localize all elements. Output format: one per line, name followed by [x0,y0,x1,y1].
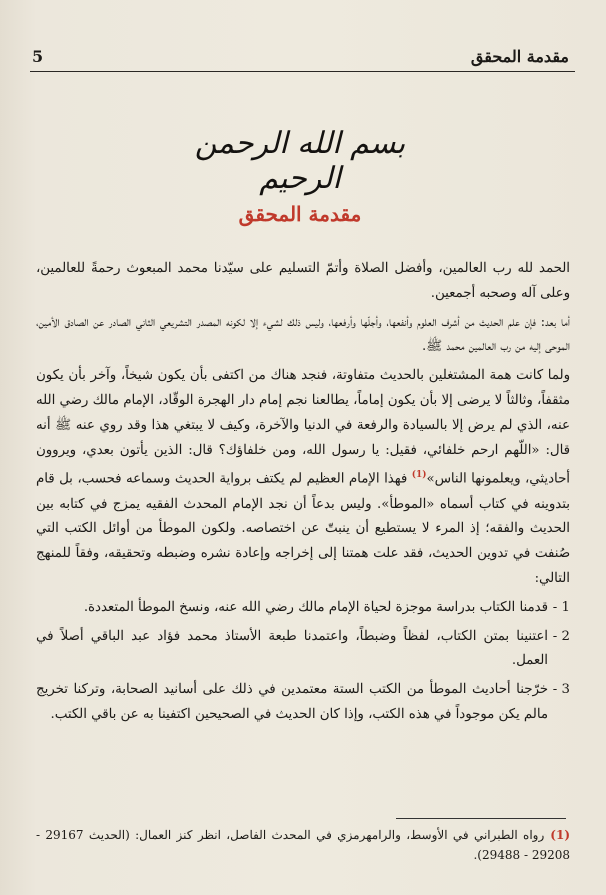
footnote-divider [396,818,566,819]
footnote-mark: (1) [550,828,570,842]
paragraph: أما بعد: فإن علم الحديث من أشرف العلوم وأنفعها، وأجلّها وأرفعها، وليس ذلك لشيء إلا لكونه المصدر التشريعي الثاني الصادر عن الصادق الأمين، الموحى إليه من رب العالمين محمد ﷺ. [36,314,570,355]
basmala-calligraphy: بسم الله الرحمن الرحيم [194,126,406,196]
list-number: 3 - [552,682,570,698]
list-text: قدمنا الكتاب بدراسة موجزة لحياة الإمام مالك رضي الله عنه، ونسخ الموطأ المتعددة. [83,599,548,615]
list-number: 1 - [552,599,570,615]
section-title: مقدمة المحقق [238,202,362,226]
list-item [36,596,570,621]
list-text: خرّجنا أحاديث الموطأ من الكتب الستة معتمدين في ذلك على أسانيد الصحابة، وتركنا تخريج مالم يكن موجوداً في هذه الكتب، وإذا كان الحديث في الصحيحين اكتفينا به عن باقي الكتب. [36,682,548,722]
list-number: 2 - [552,628,570,644]
header-title: مقدمة المحقق [470,47,569,66]
list-item [36,625,570,675]
paragraph-text: فهذا الإمام العظيم لم يكتف برواية الحديث وسماعه فحسب، بل قام بتدوينه في كتاب أسماه «الموطأ». وليس بدعاً أن نجد الإمام المحدث الفقيه يمزج في كتابه بين الحديث والفقه؛ إذ المرء لا يستطيع أن ينبتّ عن اختصاصه. ولكون الموطأ من أوائل الكتب التي صُنفت في تدوين الحديث، فقد علت همتنا إلى إخراجه وإعادة نشره وضبطه وتحقيقه، وفقاً للمنهج التالي: [36,471,570,586]
body-text [36,257,570,732]
method-list [36,596,570,728]
footnote [36,825,570,865]
list-item [36,678,570,728]
page-number: 5 [32,47,44,66]
list-text: اعتنينا بمتن الكتاب، لفظاً وضبطاً، واعتمدنا طبعة الأستاذ محمد فؤاد عبد الباقي أصلاً في العمل. [36,628,548,669]
running-header [30,45,575,72]
footnote-text: رواه الطبراني في الأوسط، والرامهرمزي في المحدث الفاصل، انظر كنز العمال: (الحديث 29167 - 29208 - 29488). [36,828,570,862]
paragraph-text: ولما كانت همة المشتغلين بالحديث متفاوتة، فنجد هناك من اكتفى بأن يكون شيخاً، وآخر بأن يكون مثقفاً، وثالثاً لا يرضى إلا بأن يكون إماماً، يطالعنا نجم إمام دار الهجرة الوقّاد، الإمام مالك رضي الله عنه، الذي لم يرض إلا بالسيادة والرفعة في الدنيا والآخرة، وكيف لا يبتغي هذا وقد روي عنه ﷺ أنه قال: «اللّهم ارحم خلفائي، فقيل: يا رسول الله، ومن خلفاؤك؟ قال: الذين يأتون بعدي، ويروون أحاديثي، ويعلمونها الناس» [36,368,570,487]
paragraph: الحمد لله رب العالمين، وأفضل الصلاة وأتمّ التسليم على سيّدنا محمد المبعوث رحمةً للعالمين، وعلى آله وصحبه أجمعين. [36,261,570,301]
footnote-reference: (1) [411,470,427,481]
paragraph [36,364,570,592]
